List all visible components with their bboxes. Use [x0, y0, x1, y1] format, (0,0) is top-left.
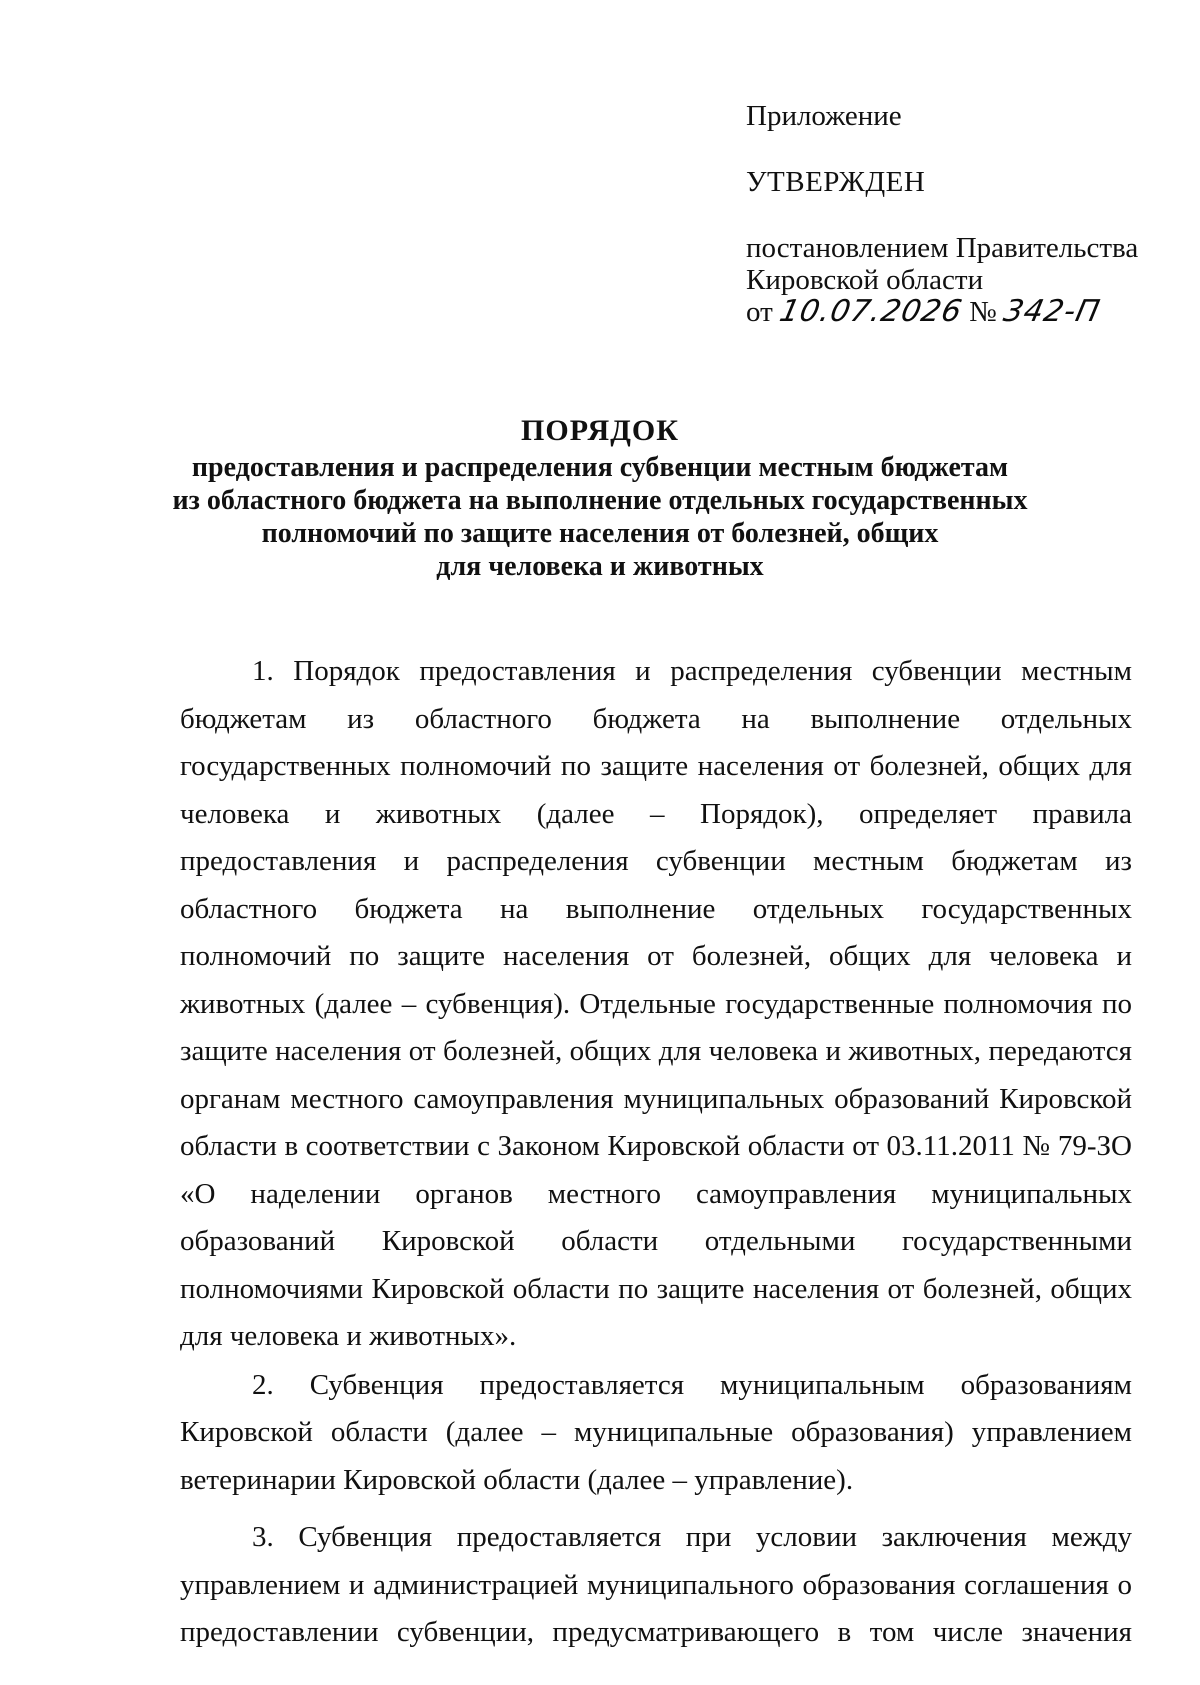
document-title-block	[150, 414, 1050, 583]
document-title: ПОРЯДОК	[521, 414, 679, 447]
approval-stamp-block	[746, 100, 1166, 328]
handwritten-number: 342-П	[1000, 294, 1104, 329]
appendix-label: Приложение	[746, 100, 902, 132]
title-subline-3: полномочий по защите населения от болезней, общих	[261, 518, 939, 549]
paragraph-3: 3. Субвенция предоставляется при условии заключения между управлением и администрацией муниципального образования соглашения о предоставлении субвенции, предусматривающего в том числе значения	[180, 1521, 1132, 1648]
number-sign: №	[969, 296, 997, 328]
title-subline-1: предоставления и распределения субвенции местным бюджетам	[191, 452, 1009, 483]
paragraph-2: 2. Субвенция предоставляется муниципальным образованиям Кировской области (далее – муниципальные образования) управлением ветеринарии Кировской области (далее – управление).	[180, 1368, 1132, 1496]
handwritten-date: 10.07.2026	[776, 294, 966, 329]
approved-label: УТВЕРЖДЕН	[746, 166, 926, 198]
title-subline-4: для человека и животных	[436, 551, 764, 582]
title-subline-2: из областного бюджета на выполнение отдельных государственных	[172, 485, 1028, 516]
approval-date-line	[746, 296, 1166, 328]
approved-by-line-1: постановлением Правительства	[746, 232, 1139, 264]
date-prefix: от	[746, 296, 773, 328]
document-body	[180, 648, 1132, 1657]
approved-by-line-2: Кировской области	[746, 264, 984, 296]
paragraph-1: 1. Порядок предоставления и распределения субвенции местным бюджетам из областного бюджета на выполнение отдельных государственных полномочий по защите населения от болезней, общих для человека и животных (далее – Порядок), определяет правила предоставления и распределения субвенции местным бюджетам из областного бюджета на выполнение отдельных государственных полномочий по защите населения от болезней, общих для человека и животных (далее – субвенция). Отдельные государственные полномочия по защите населения от болезней, общих для человека и животных, передаются органам местного самоуправления муниципальных образований Кировской области в соответствии с Законом Кировской области от 03.11.2011 № 79-ЗО «О наделении органов местного самоуправления муниципальных образований Кировской области отдельными государственными полномочиями Кировской области по защите населения от болезней, общих для человека и животных».	[180, 655, 1132, 1352]
